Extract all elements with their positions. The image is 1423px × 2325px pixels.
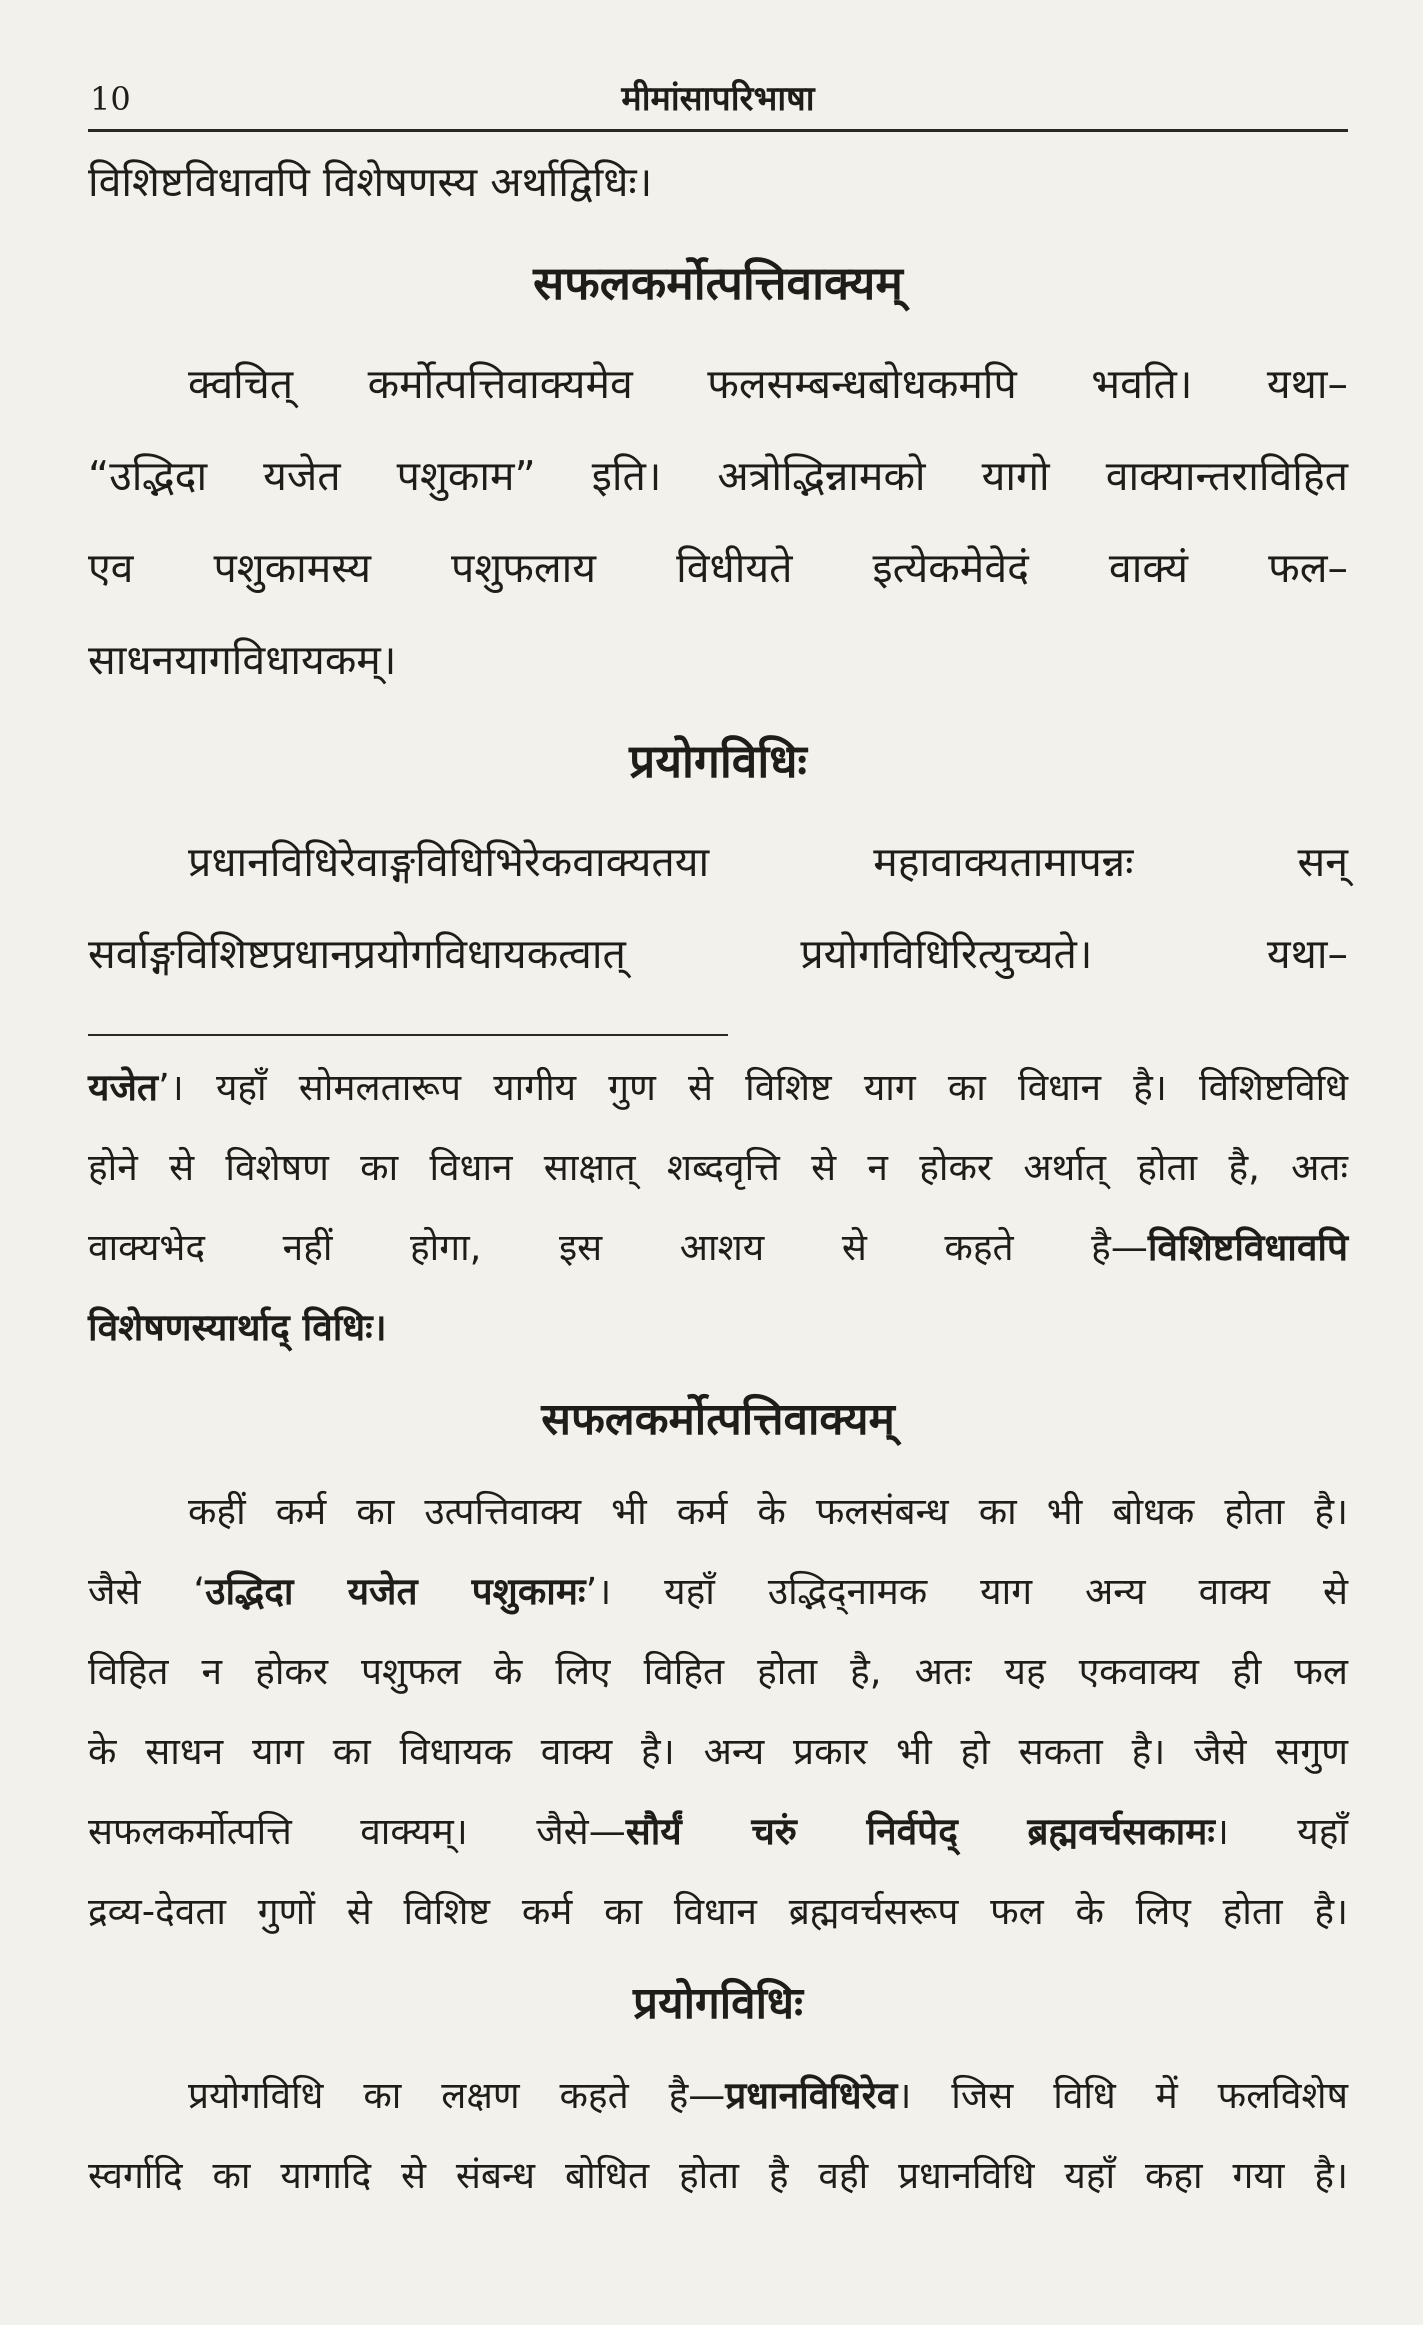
commentary-heading-prayoga: प्रयोगविधिः [633,1978,803,2029]
commentary-paragraph-1 [88,1048,1348,1368]
section-heading-safal: सफलकर्मोत्पत्तिवाक्यम् [533,256,903,310]
text-line [88,1288,1348,1368]
section-heading-prayoga: प्रयोगविधिः [629,734,807,788]
page-number: 10 [90,80,131,118]
intro-line: विशिष्टविधावपि विशेषणस्य अर्थाद्विधिः। [88,158,653,206]
bold-term: प्रधानविधिरेव [725,2074,898,2117]
text-line: वाक्यभेद नहीं होगा, इस आशय से कहते है—विशिष्टविधावपि [88,1226,1348,1269]
text-line: कहीं कर्म का उत्पत्तिवाक्य भी कर्म के फलसंबन्ध का भी बोधक होता है। [188,1490,1348,1533]
commentary-paragraph-2 [88,1472,1348,1952]
text-line: यजेत’। यहाँ सोमलतारूप यागीय गुण से विशिष्ट याग का विधान है। विशिष्टविधि [88,1066,1348,1109]
original-paragraph-2 [88,816,1348,1000]
page-header [88,70,1348,132]
text-line: विहित न होकर पशुफल के लिए विहित होता है, अतः यह एकवाक्य ही फल [88,1650,1348,1693]
text-line: “उद्भिदा यजेत पशुकाम” इति। अत्रोद्भिन्नामको यागो वाक्यान्तराविहित [88,452,1348,500]
text-line: प्रयोगविधि का लक्षण कहते है—प्रधानविधिरेव। जिस विधि में फलविशेष [188,2074,1348,2117]
text-line: जैसे ‘उद्भिदा यजेत पशुकामः’। यहाँ उद्भिद्नामक याग अन्य वाक्य से [88,1570,1348,1613]
original-text-section [88,136,1348,1000]
text-line: द्रव्य-देवता गुणों से विशिष्ट कर्म का विधान ब्रह्मवर्चसरूप फल के लिए होता है। [88,1890,1348,1933]
original-paragraph-1 [88,338,1348,706]
bold-term: विशेषणस्यार्थाद् विधिः। [88,1306,387,1349]
commentary-heading-safal: सफलकर्मोत्पत्तिवाक्यम् [541,1394,895,1445]
text-line: सर्वाङ्गविशिष्टप्रधानप्रयोगविधायकत्वात् प्रयोगविधिरित्युच्यते। यथा– [88,930,1348,978]
bold-term: उद्भिदा यजेत पशुकामः [205,1570,586,1613]
bold-term: सौर्यं चरुं निर्वपेद् ब्रह्मवर्चसकामः [625,1810,1215,1853]
bold-term: यजेत [88,1066,159,1109]
footnote-divider [88,1034,728,1036]
running-title: मीमांसापरिभाषा [621,79,815,119]
text-line: क्वचित् कर्मोत्पत्तिवाक्यमेव फलसम्बन्धबोधकमपि भवति। यथा– [188,360,1348,408]
text-line: के साधन याग का विधायक वाक्य है। अन्य प्रकार भी हो सकता है। जैसे सगुण [88,1730,1348,1773]
text-line: स्वर्गादि का यागादि से संबन्ध बोधित होता है वही प्रधानविधि यहाँ कहा गया है। [88,2154,1348,2197]
text-line: सफलकर्मोत्पत्ति वाक्यम्। जैसे—सौर्यं चरुं निर्वपेद् ब्रह्मवर्चसकामः। यहाँ [88,1810,1348,1853]
text-line: होने से विशेषण का विधान साक्षात् शब्दवृत्ति से न होकर अर्थात् होता है, अतः [88,1146,1348,1189]
text-line: प्रधानविधिरेवाङ्गविधिभिरेकवाक्यतया महावाक्यतामापन्नः सन् [188,838,1348,886]
bold-term: विशिष्टविधावपि [1147,1226,1348,1269]
commentary-section [88,1048,1348,2216]
text-line: साधनयागविधायकम्। [88,636,397,684]
text-line: एव पशुकामस्य पशुफलाय विधीयते इत्येकमेवेदं वाक्यं फल– [88,544,1348,592]
commentary-paragraph-3 [88,2056,1348,2216]
